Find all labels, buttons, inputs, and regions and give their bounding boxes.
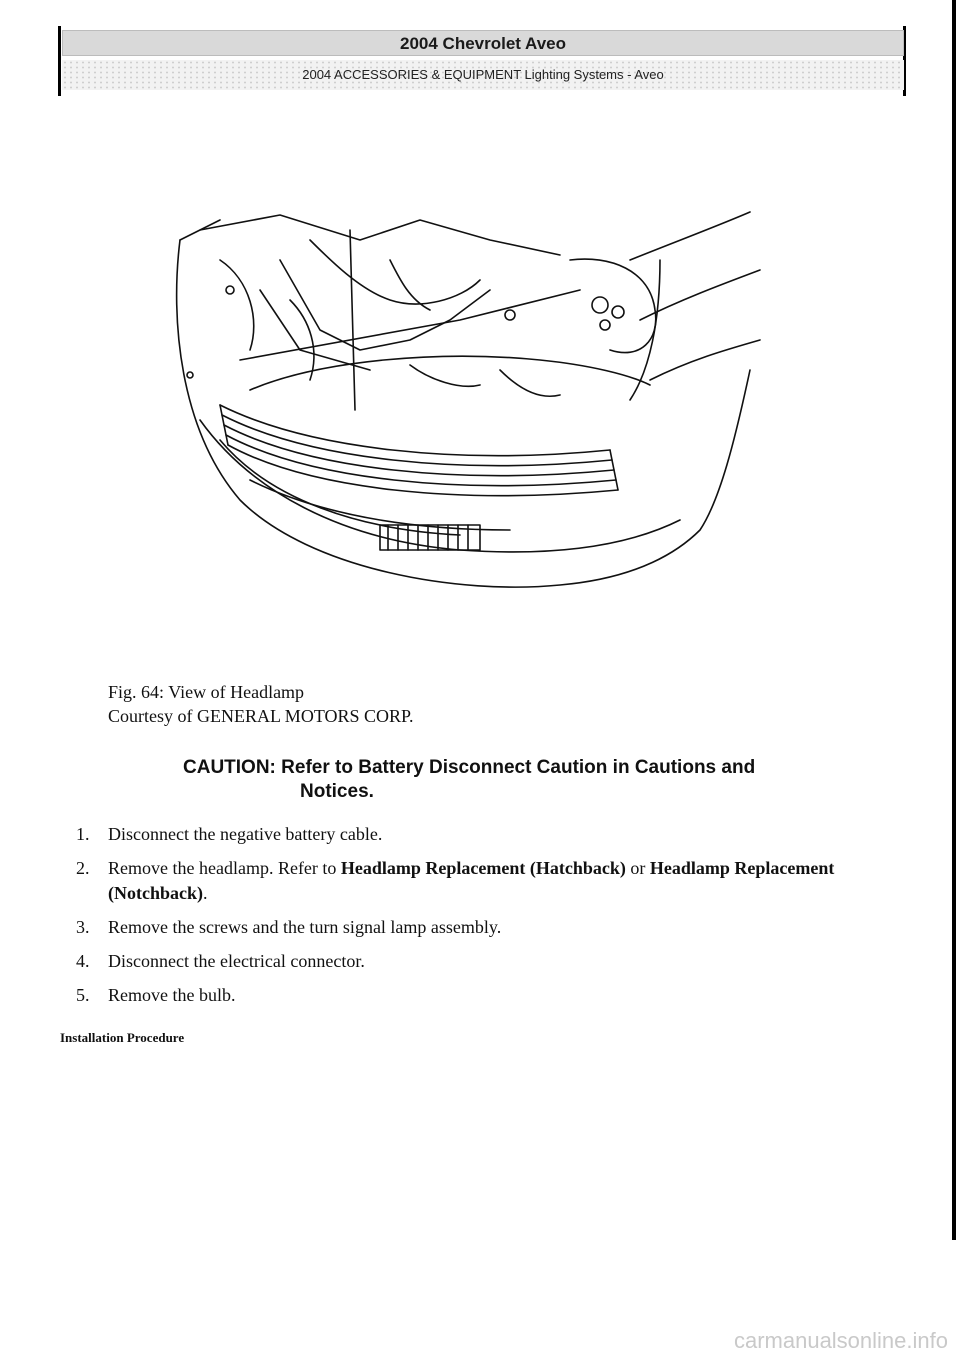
caution-label: CAUTION: [183, 757, 276, 778]
document-title: 2004 Chevrolet Aveo [62, 30, 904, 56]
step-text-post: . [203, 883, 208, 903]
step-text: Remove the bulb. [108, 985, 236, 1005]
document-subtitle: 2004 ACCESSORIES & EQUIPMENT Lighting Systems - Aveo [62, 60, 904, 90]
step-number: 1. [76, 824, 90, 844]
caution-text-line2: Notices. [300, 781, 374, 802]
removal-steps-list [70, 822, 900, 1017]
list-item [70, 856, 900, 906]
caution-text: Refer to Battery Disconnect Caution in Cautions and [281, 757, 756, 778]
step-text-pre: Remove the headlamp. Refer to [108, 858, 341, 878]
step-text: Disconnect the negative battery cable. [108, 824, 383, 844]
figure-caption-title: Fig. 64: View of Headlamp [108, 682, 305, 702]
list-item [70, 822, 900, 847]
step-number: 3. [76, 917, 90, 937]
page-header [62, 26, 904, 96]
step-text-mid: or [625, 858, 650, 878]
right-page-edge [952, 0, 956, 1240]
step-number: 4. [76, 951, 90, 971]
step-text: Remove the screws and the turn signal lamp assembly. [108, 917, 502, 937]
list-item [70, 915, 900, 940]
headlamp-illustration [160, 200, 770, 620]
step-number: 5. [76, 985, 90, 1005]
list-item [70, 949, 900, 974]
headlamp-hatchback-link[interactable]: Headlamp Replacement (Hatchback) [340, 858, 626, 878]
watermark: carmanualsonline.info [733, 1328, 948, 1353]
headlamp-notchback-link[interactable]: Headlamp Replacement (Notchback) [108, 858, 835, 903]
list-item [70, 983, 900, 1008]
figure-caption-credit: Courtesy of GENERAL MOTORS CORP. [108, 706, 414, 726]
step-text: Disconnect the electrical connector. [108, 951, 365, 971]
installation-procedure-heading: Installation Procedure [60, 1030, 185, 1045]
figure-caption [108, 680, 414, 728]
step-number: 2. [76, 858, 90, 878]
left-frame-line [58, 26, 61, 96]
caution-note [183, 756, 883, 804]
